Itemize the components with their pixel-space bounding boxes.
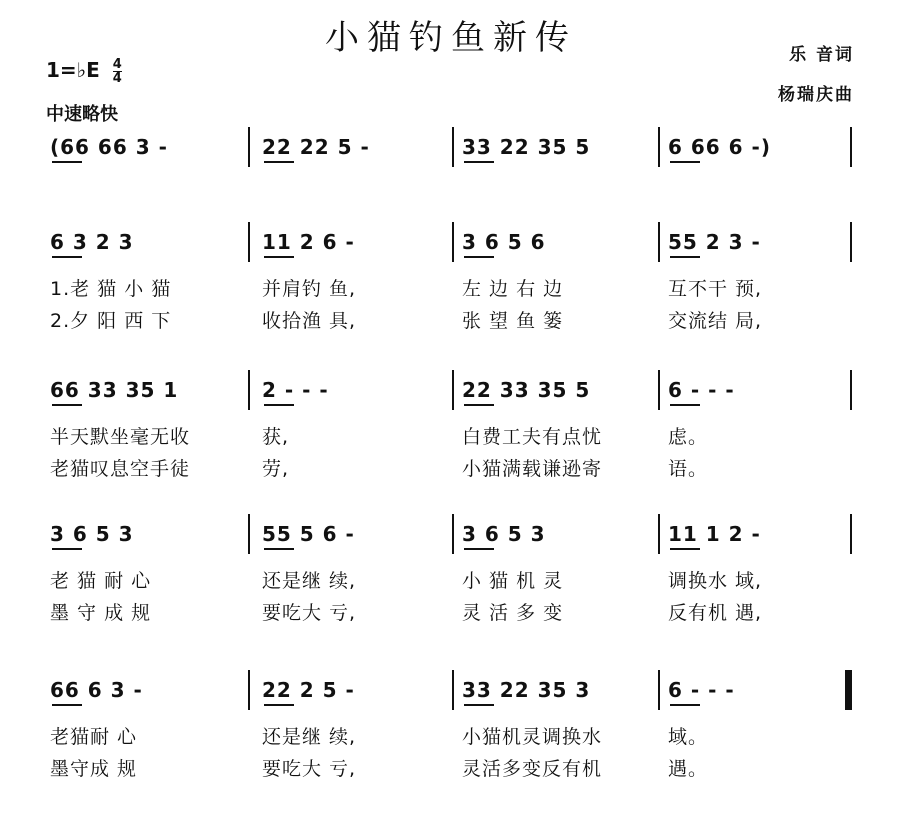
lyric-text: 2.夕 阳 西 下 [50,310,172,332]
beam-underline [52,161,82,163]
lyric-text: 域。 [668,726,709,748]
lyric-text: 反有机 遇, [668,602,763,624]
measure-notes: 3 6 5 6 [462,230,546,254]
beam-underline [52,404,82,406]
bar-line [248,514,250,554]
bar-line [850,370,852,410]
measure-notes: 2 - - - [262,378,329,402]
measure-notes: 55 2 3 - [668,230,761,254]
lyric-text: 遇。 [668,758,709,780]
measure-notes: 6 3 2 3 [50,230,134,254]
lyric-text: 互不干 预, [668,278,763,300]
beam-underline [52,704,82,706]
measure-notes: 33 22 35 5 [462,135,591,159]
measure-notes: 11 1 2 - [668,522,761,546]
time-sig-bottom: 4 [112,70,122,86]
lyric-text: 白费工夫有点忧 [462,426,603,448]
bar-line [658,222,660,262]
beam-underline [670,704,700,706]
bar-line [850,222,852,262]
time-sig-top: 4 [112,56,122,72]
lyric-text: 小猫满载谦逊寄 [462,458,603,480]
measure-notes: 22 2 5 - [262,678,355,702]
lyric-text: 劳, [262,458,290,480]
lyric-text: 灵活多变反有机 [462,758,603,780]
beam-underline [464,161,494,163]
lyric-text: 并肩钓 鱼, [262,278,357,300]
lyricist-credit: 乐 音词 [789,45,854,65]
measure-notes: 22 33 35 5 [462,378,591,402]
lyric-text: 1.老 猫 小 猫 [50,278,172,300]
lyric-text: 要吃大 亏, [262,758,357,780]
composer-credit: 杨瑞庆曲 [778,85,854,105]
lyric-text: 半天默坐毫无收 [50,426,191,448]
key-text: 1=♭E [46,58,100,82]
bar-line [452,370,454,410]
measure-notes: 3 6 5 3 [462,522,546,546]
tempo-marking: 中速略快 [46,104,118,125]
measure-notes: 66 33 35 1 [50,378,179,402]
beam-underline [52,256,82,258]
beam-underline [264,704,294,706]
bar-line [248,127,250,167]
beam-underline [464,404,494,406]
beam-underline [264,161,294,163]
lyric-text: 语。 [668,458,709,480]
beam-underline [464,548,494,550]
beam-underline [670,548,700,550]
beam-underline [670,404,700,406]
lyric-text: 小 猫 机 灵 [462,570,564,592]
beam-underline [464,704,494,706]
lyric-text: 老猫耐 心 [50,726,138,748]
lyric-text: 获, [262,426,290,448]
bar-line [452,514,454,554]
beam-underline [264,404,294,406]
lyric-text: 墨守成 规 [50,758,138,780]
bar-line [658,127,660,167]
measure-notes: 6 - - - [668,678,735,702]
bar-line [658,514,660,554]
bar-line [248,222,250,262]
measure-notes: 22 22 5 - [262,135,370,159]
bar-line [452,670,454,710]
song-title: 小猫钓鱼新传 [325,18,577,58]
bar-line [850,127,852,167]
measure-notes: (66 66 3 - [50,135,168,159]
beam-underline [264,256,294,258]
measure-notes: 3 6 5 3 [50,522,134,546]
lyric-text: 灵 活 多 变 [462,602,564,624]
bar-line [658,670,660,710]
lyric-text: 调换水 域, [668,570,763,592]
bar-line [452,222,454,262]
lyric-text: 张 望 鱼 篓 [462,310,564,332]
bar-line [658,370,660,410]
measure-notes: 33 22 35 3 [462,678,591,702]
measure-notes: 66 6 3 - [50,678,143,702]
bar-line [452,127,454,167]
lyric-text: 墨 守 成 规 [50,602,152,624]
lyric-text: 交流结 局, [668,310,763,332]
measure-notes: 6 - - - [668,378,735,402]
lyric-text: 小猫机灵调换水 [462,726,603,748]
measure-notes: 6 66 6 -) [668,135,771,159]
beam-underline [464,256,494,258]
lyric-text: 还是继 续, [262,726,357,748]
bar-line [248,370,250,410]
beam-underline [670,256,700,258]
final-barline [845,670,851,710]
beam-underline [670,161,700,163]
measure-notes: 11 2 6 - [262,230,355,254]
lyric-text: 老猫叹息空手徒 [50,458,191,480]
bar-line [248,670,250,710]
time-signature [112,56,122,86]
lyric-text: 虑。 [668,426,709,448]
lyric-text: 要吃大 亏, [262,602,357,624]
lyric-text: 左 边 右 边 [462,278,564,300]
lyric-text: 收拾渔 具, [262,310,357,332]
measure-notes: 55 5 6 - [262,522,355,546]
key-signature [46,58,122,85]
bar-line [850,514,852,554]
lyric-text: 还是继 续, [262,570,357,592]
beam-underline [264,548,294,550]
beam-underline [52,548,82,550]
lyric-text: 老 猫 耐 心 [50,570,152,592]
